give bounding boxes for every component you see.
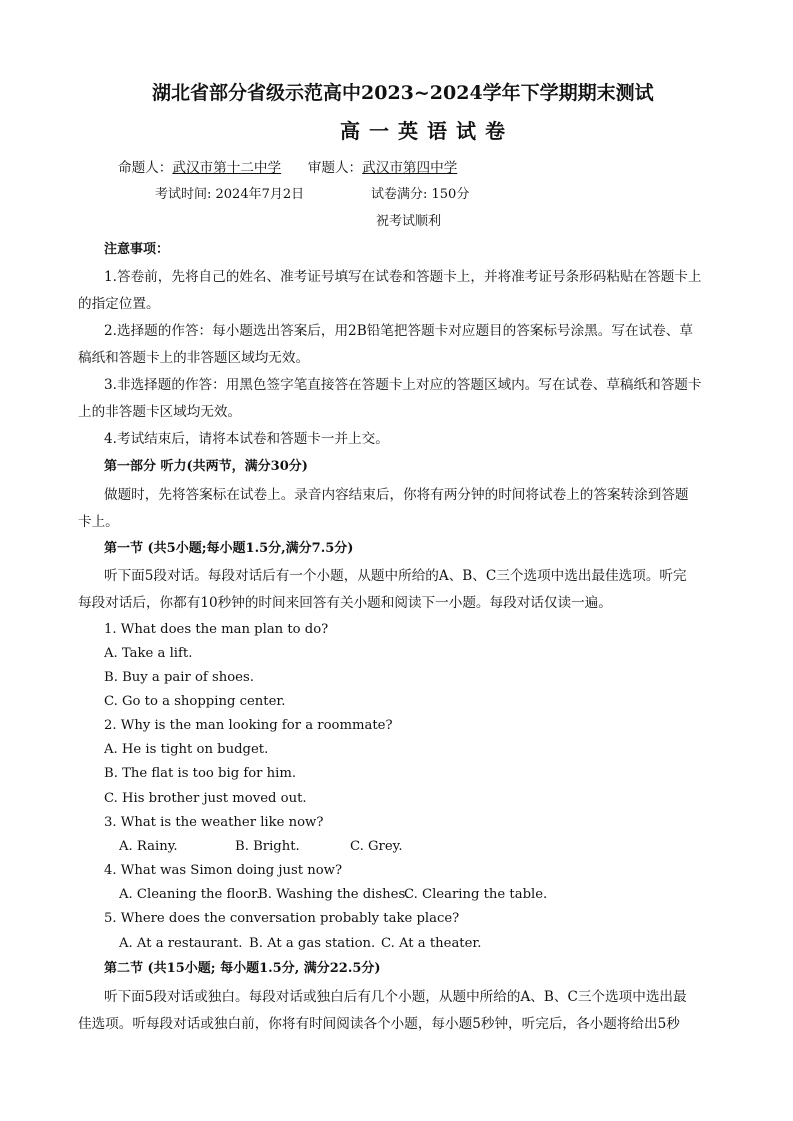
question-3-option-a: A. Rainy. [119, 839, 178, 854]
notice-item-1-line-1: 1.答卷前，先将自己的姓名、准考证号填写在试卷和答题卡上，并将准考证号条形码粘贴在答题卡上 [104, 269, 702, 285]
part-1-heading: 第一部分 听力(共两节，满分30分) [104, 459, 308, 474]
exam-title: 湖北省部分省级示范高中2023~2024学年下学期期末测试 [152, 82, 654, 104]
question-1-stem: 1. What does the man plan to do? [104, 622, 329, 637]
exam-wish: 祝考试顺利 [376, 214, 442, 229]
question-3-option-b: B. Bright. [235, 839, 300, 854]
notice-item-2-line-2: 稿纸和答题卡上的非答题区域均无效。 [78, 350, 310, 366]
notice-item-1-line-2: 的指定位置。 [78, 296, 160, 312]
section-1-intro-line-2: 每段对话后，你都有10秒钟的时间来回答有关小题和阅读下一小题。每段对话仅读一遍。 [78, 595, 612, 611]
question-4-stem: 4. What was Simon doing just now? [104, 863, 343, 878]
section-1-heading: 第一节 (共5小题;每小题1.5分,满分7.5分) [104, 541, 354, 556]
full-score: 试卷满分: 150分 [371, 187, 470, 202]
reviewer-value: 武汉市第四中学 [362, 160, 458, 176]
notice-item-3-line-2: 上的非答题卡区域均无效。 [78, 404, 242, 420]
question-2-stem: 2. Why is the man looking for a roommate? [104, 718, 393, 733]
question-2-option-a: A. He is tight on budget. [104, 742, 269, 757]
question-1-option-b: B. Buy a pair of shoes. [104, 670, 254, 685]
author-label: 命题人： [118, 160, 173, 176]
section-1-intro-line-1: 听下面5段对话。每段对话后有一个小题，从题中所给的A、B、C三个选项中选出最佳选项。听完 [104, 568, 687, 584]
question-2-option-b: B. The flat is too big for him. [104, 766, 297, 781]
question-3-option-c: C. Grey. [350, 839, 403, 854]
question-4-option-c: C. Clearing the table. [404, 887, 548, 902]
reviewer-label: 审题人： [307, 160, 363, 176]
section-2-intro-line-1: 听下面5段对话或独白。每段对话或独白后有几个小题，从题中所给的A、B、C三个选项中选出最 [104, 989, 687, 1005]
notice-heading: 注意事项： [104, 242, 170, 257]
question-1-option-c: C. Go to a shopping center. [104, 694, 286, 709]
notice-item-3-line-1: 3.非选择题的作答：用黑色签字笔直接答在答题卡上对应的答题区域内。写在试卷、草稿纸和答题卡 [104, 377, 702, 393]
author-line [118, 159, 457, 177]
question-1-option-a: A. Take a lift. [104, 646, 193, 661]
exam-subtitle: 高一英语试卷 [340, 119, 514, 143]
question-2-option-c: C. His brother just moved out. [104, 791, 307, 806]
notice-item-2-line-1: 2.选择题的作答：每小题选出答案后，用2B铅笔把答题卡对应题目的答案标号涂黑。写在试卷、草 [104, 323, 693, 339]
question-5-option-b: B. At a gas station. [249, 936, 376, 951]
question-4-option-a: A. Cleaning the floor. [119, 887, 261, 902]
exam-time: 考试时间: 2024年7月2日 [155, 187, 305, 202]
question-5-stem: 5. Where does the conversation probably take place? [104, 911, 460, 926]
question-3-stem: 3. What is the weather like now? [104, 815, 324, 830]
part-1-intro-line-1: 做题时，先将答案标在试卷上。录音内容结束后，你将有两分钟的时间将试卷上的答案转涂到答题 [104, 487, 689, 503]
question-4-option-b: B. Washing the dishes. [258, 887, 410, 902]
section-2-heading: 第二节 (共15小题; 每小题1.5分, 满分22.5分) [104, 961, 381, 976]
part-1-intro-line-2: 卡上。 [78, 514, 119, 530]
author-value: 武汉市第十二中学 [172, 160, 282, 176]
question-5-option-c: C. At a theater. [381, 936, 482, 951]
question-5-option-a: A. At a restaurant. [119, 936, 243, 951]
section-2-intro-line-2: 佳选项。听每段对话或独白前，你将有时间阅读各个小题，每小题5秒钟，听完后，各小题将给出5秒 [78, 1016, 680, 1032]
notice-item-4: 4.考试结束后，请将本试卷和答题卡一并上交。 [104, 431, 389, 447]
